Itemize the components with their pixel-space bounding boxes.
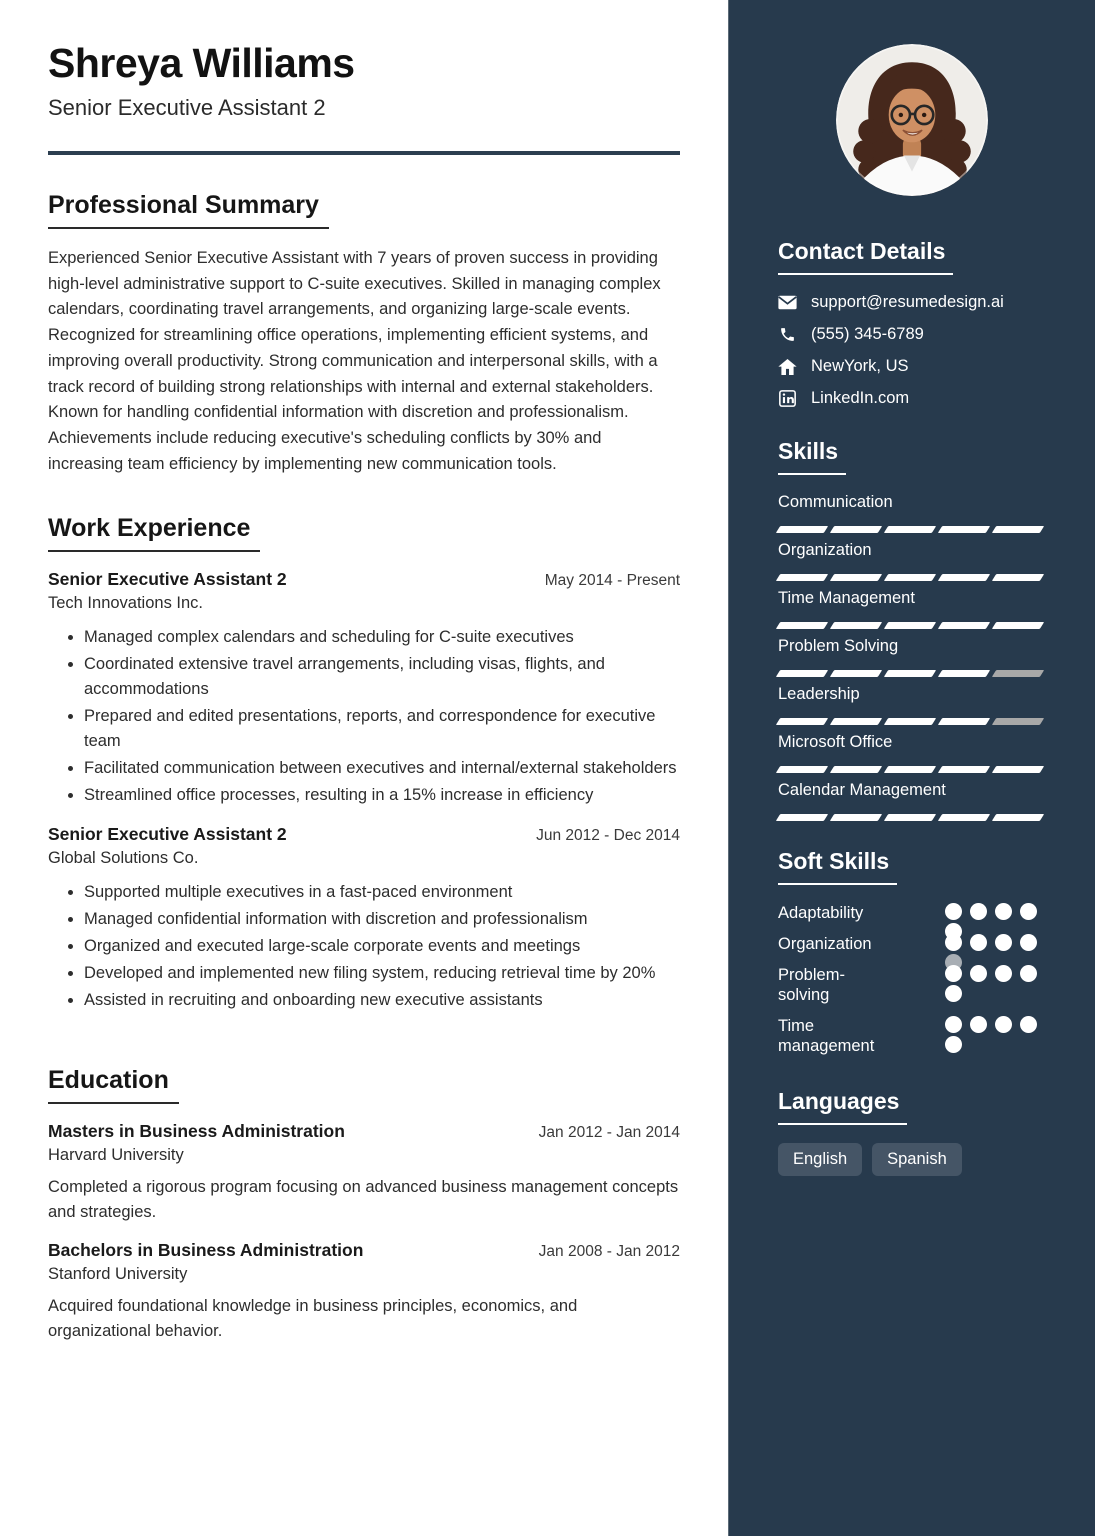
job-company: Tech Innovations Inc. [48, 593, 204, 612]
education-entry [48, 1121, 680, 1226]
soft-skill-dot-filled [945, 985, 962, 1002]
skill-segment-filled [884, 718, 936, 725]
contact-list [778, 293, 1045, 408]
soft-skill-dot-filled [1020, 1016, 1037, 1033]
languages-section [778, 1088, 1045, 1176]
education-header [48, 1240, 680, 1261]
education-heading: Education [48, 1066, 179, 1104]
home-icon [778, 359, 797, 375]
skill-segment-empty [992, 670, 1044, 677]
skill-segment-filled [776, 670, 828, 677]
job-dates: May 2014 - Present [544, 571, 680, 589]
skill-segment-filled [830, 574, 882, 581]
work-heading: Work Experience [48, 514, 260, 552]
sidebar [728, 0, 1095, 1536]
skill-segment-filled [992, 526, 1044, 533]
soft-skill-label: Time management [778, 1017, 875, 1055]
skill-segment-filled [884, 814, 936, 821]
skill-label: Organization [778, 541, 872, 559]
language-pill: English [778, 1143, 862, 1176]
school-name: Stanford University [48, 1264, 188, 1283]
soft-skill-dots [945, 934, 1045, 951]
soft-skill-dot-filled [970, 965, 987, 982]
soft-skill-dot-filled [945, 903, 962, 920]
bullet-item: • Coordinated extensive travel arrangements, including visas, flights, and accommodations [84, 652, 680, 702]
skill-label: Microsoft Office [778, 733, 893, 751]
skill-segment-filled [938, 574, 990, 581]
soft-skill-dot-filled [1020, 903, 1037, 920]
contact-linkedin-text: LinkedIn.com [811, 389, 910, 407]
email-icon [778, 295, 797, 310]
skill-segment-filled [830, 526, 882, 533]
skill-segment-filled [938, 670, 990, 677]
languages-heading: Languages [778, 1088, 907, 1125]
skill-label: Communication [778, 493, 893, 511]
contact-linkedin[interactable] [778, 389, 1045, 408]
skill-segment-filled [992, 814, 1044, 821]
bullet-item: • Facilitated communication between executives and internal/external stakeholders [84, 756, 680, 781]
skill-segment-filled [830, 718, 882, 725]
skill-level-bar [778, 568, 1045, 576]
skill-item [778, 541, 1045, 576]
contact-section [778, 238, 1045, 408]
job-title: Senior Executive Assistant 2 [48, 824, 287, 845]
skill-segment-filled [938, 814, 990, 821]
skill-segment-filled [776, 814, 828, 821]
education-section [48, 1030, 680, 1345]
skill-segment-filled [938, 718, 990, 725]
skill-segment-filled [938, 622, 990, 629]
skill-level-bar [778, 616, 1045, 624]
skill-segment-filled [884, 670, 936, 677]
soft-skills-list [778, 903, 1045, 1056]
skill-segment-filled [938, 766, 990, 773]
work-section [48, 478, 680, 1014]
soft-skills-heading: Soft Skills [778, 848, 897, 885]
skill-segment-filled [830, 670, 882, 677]
education-entry [48, 1240, 680, 1345]
soft-skill-item [778, 965, 1045, 1005]
phone-icon [778, 326, 797, 343]
contact-phone[interactable] [778, 325, 1045, 344]
contact-email[interactable] [778, 293, 1045, 312]
job-entry [48, 569, 680, 809]
soft-skill-label: Problem-solving [778, 966, 845, 1004]
skills-section [778, 438, 1045, 816]
school-name: Harvard University [48, 1145, 184, 1164]
skill-item [778, 589, 1045, 624]
skill-segment-filled [992, 622, 1044, 629]
skill-label: Problem Solving [778, 637, 899, 655]
skill-segment-filled [830, 622, 882, 629]
soft-skill-item [778, 903, 1045, 923]
skills-list [778, 493, 1045, 816]
skill-segment-filled [884, 574, 936, 581]
soft-skill-label: Organization [778, 935, 872, 953]
soft-skill-dot-filled [995, 903, 1012, 920]
bullet-item: • Streamlined office processes, resulting in a 15% increase in efficiency [84, 783, 680, 808]
header-block [48, 40, 680, 155]
skill-segment-filled [938, 526, 990, 533]
skill-segment-filled [776, 574, 828, 581]
skill-segment-filled [884, 526, 936, 533]
skill-level-bar [778, 664, 1045, 672]
bullet-item: • Prepared and edited presentations, reports, and correspondence for executive team [84, 704, 680, 754]
summary-section [48, 155, 680, 478]
skill-label: Calendar Management [778, 781, 946, 799]
skill-level-bar [778, 760, 1045, 768]
job-header [48, 569, 680, 590]
soft-skill-dots [945, 1016, 1045, 1033]
skill-level-bar [778, 520, 1045, 528]
contact-phone-text: (555) 345-6789 [811, 325, 924, 343]
skill-level-bar [778, 808, 1045, 816]
soft-skill-label: Adaptability [778, 904, 864, 922]
skill-label: Time Management [778, 589, 915, 607]
bullet-item: • Developed and implemented new filing system, reducing retrieval time by 20% [84, 961, 680, 986]
bullet-item: • Organized and executed large-scale corporate events and meetings [84, 934, 680, 959]
contact-heading: Contact Details [778, 238, 953, 275]
soft-skill-dot-filled [995, 934, 1012, 951]
soft-skill-dots [945, 965, 1045, 982]
education-description: Acquired foundational knowledge in business principles, economics, and organizational behavior. [48, 1296, 578, 1341]
languages-list [778, 1143, 1045, 1176]
skill-item [778, 685, 1045, 720]
education-description: Completed a rigorous program focusing on advanced business management concepts and strategies. [48, 1177, 679, 1222]
skill-segment-filled [992, 766, 1044, 773]
soft-skill-item [778, 934, 1045, 954]
skill-level-bar [778, 712, 1045, 720]
soft-skill-item [778, 1016, 1045, 1056]
skill-item [778, 733, 1045, 768]
bullet-item: • Supported multiple executives in a fast-paced environment [84, 880, 680, 905]
skill-item [778, 637, 1045, 672]
summary-heading: Professional Summary [48, 191, 329, 229]
soft-skill-dot-filled [1020, 934, 1037, 951]
soft-skill-dot-filled [995, 1016, 1012, 1033]
soft-skill-dot-filled [970, 934, 987, 951]
skill-segment-filled [884, 622, 936, 629]
skill-segment-empty [992, 718, 1044, 725]
soft-skill-dot-filled [945, 1016, 962, 1033]
skill-item [778, 493, 1045, 528]
avatar [836, 44, 988, 196]
soft-skill-dot-filled [970, 1016, 987, 1033]
skills-heading: Skills [778, 438, 846, 475]
skill-segment-filled [776, 622, 828, 629]
soft-skill-dot-filled [945, 934, 962, 951]
summary-text: Experienced Senior Executive Assistant with 7 years of proven success in providing high-level administrative support to C-suite executives. Skilled in managing complex calendars, coordinating travel arrangements, and organizing large-scale events. Recognized for streamlining office operations, implementing efficient systems, and improving overall productivity. Strong communication and interpersonal skills, with a track record of building strong relationships with internal and external stakeholders. Known for handling confidential information with discretion and professionalism. Achievements include reducing executive's scheduling conflicts by 30% and increasing team efficiency by implementing new communication tools. [48, 249, 661, 473]
job-header [48, 824, 680, 845]
skill-segment-filled [884, 766, 936, 773]
contact-email-text: support@resumedesign.ai [811, 293, 1004, 311]
language-pill: Spanish [872, 1143, 962, 1176]
degree-title: Bachelors in Business Administration [48, 1239, 364, 1260]
soft-skill-dot-filled [995, 965, 1012, 982]
skill-segment-filled [776, 718, 828, 725]
skill-segment-filled [830, 766, 882, 773]
job-company: Global Solutions Co. [48, 849, 199, 868]
job-bullet-list [48, 625, 680, 809]
degree-title: Masters in Business Administration [48, 1120, 345, 1141]
soft-skill-dots [945, 903, 1045, 920]
linkedin-icon [778, 390, 797, 407]
soft-skill-dot-filled [945, 965, 962, 982]
soft-skill-dot-filled [945, 1036, 962, 1053]
education-header [48, 1121, 680, 1142]
job-entry [48, 824, 680, 1013]
soft-skill-dot-filled [1020, 965, 1037, 982]
skill-segment-filled [776, 526, 828, 533]
skill-item [778, 781, 1045, 816]
skill-segment-filled [776, 766, 828, 773]
skill-label: Leadership [778, 685, 860, 703]
skill-segment-filled [992, 574, 1044, 581]
soft-skill-dot-filled [970, 903, 987, 920]
avatar-illustration [836, 44, 988, 196]
skill-segment-filled [830, 814, 882, 821]
bullet-item: • Assisted in recruiting and onboarding new executive assistants [84, 988, 680, 1013]
education-dates: Jan 2012 - Jan 2014 [538, 1123, 680, 1141]
bullet-item: • Managed complex calendars and scheduling for C-suite executives [84, 625, 680, 650]
person-name: Shreya Williams [48, 40, 355, 86]
contact-location [778, 357, 1045, 376]
job-dates: Jun 2012 - Dec 2014 [536, 827, 680, 845]
soft-skills-section [778, 848, 1045, 1056]
job-bullet-list [48, 880, 680, 1013]
education-dates: Jan 2008 - Jan 2012 [538, 1242, 680, 1260]
person-job-title: Senior Executive Assistant 2 [48, 95, 326, 120]
contact-location-text: NewYork, US [811, 357, 909, 375]
job-title: Senior Executive Assistant 2 [48, 568, 287, 589]
bullet-item: • Managed confidential information with discretion and professionalism [84, 907, 680, 932]
